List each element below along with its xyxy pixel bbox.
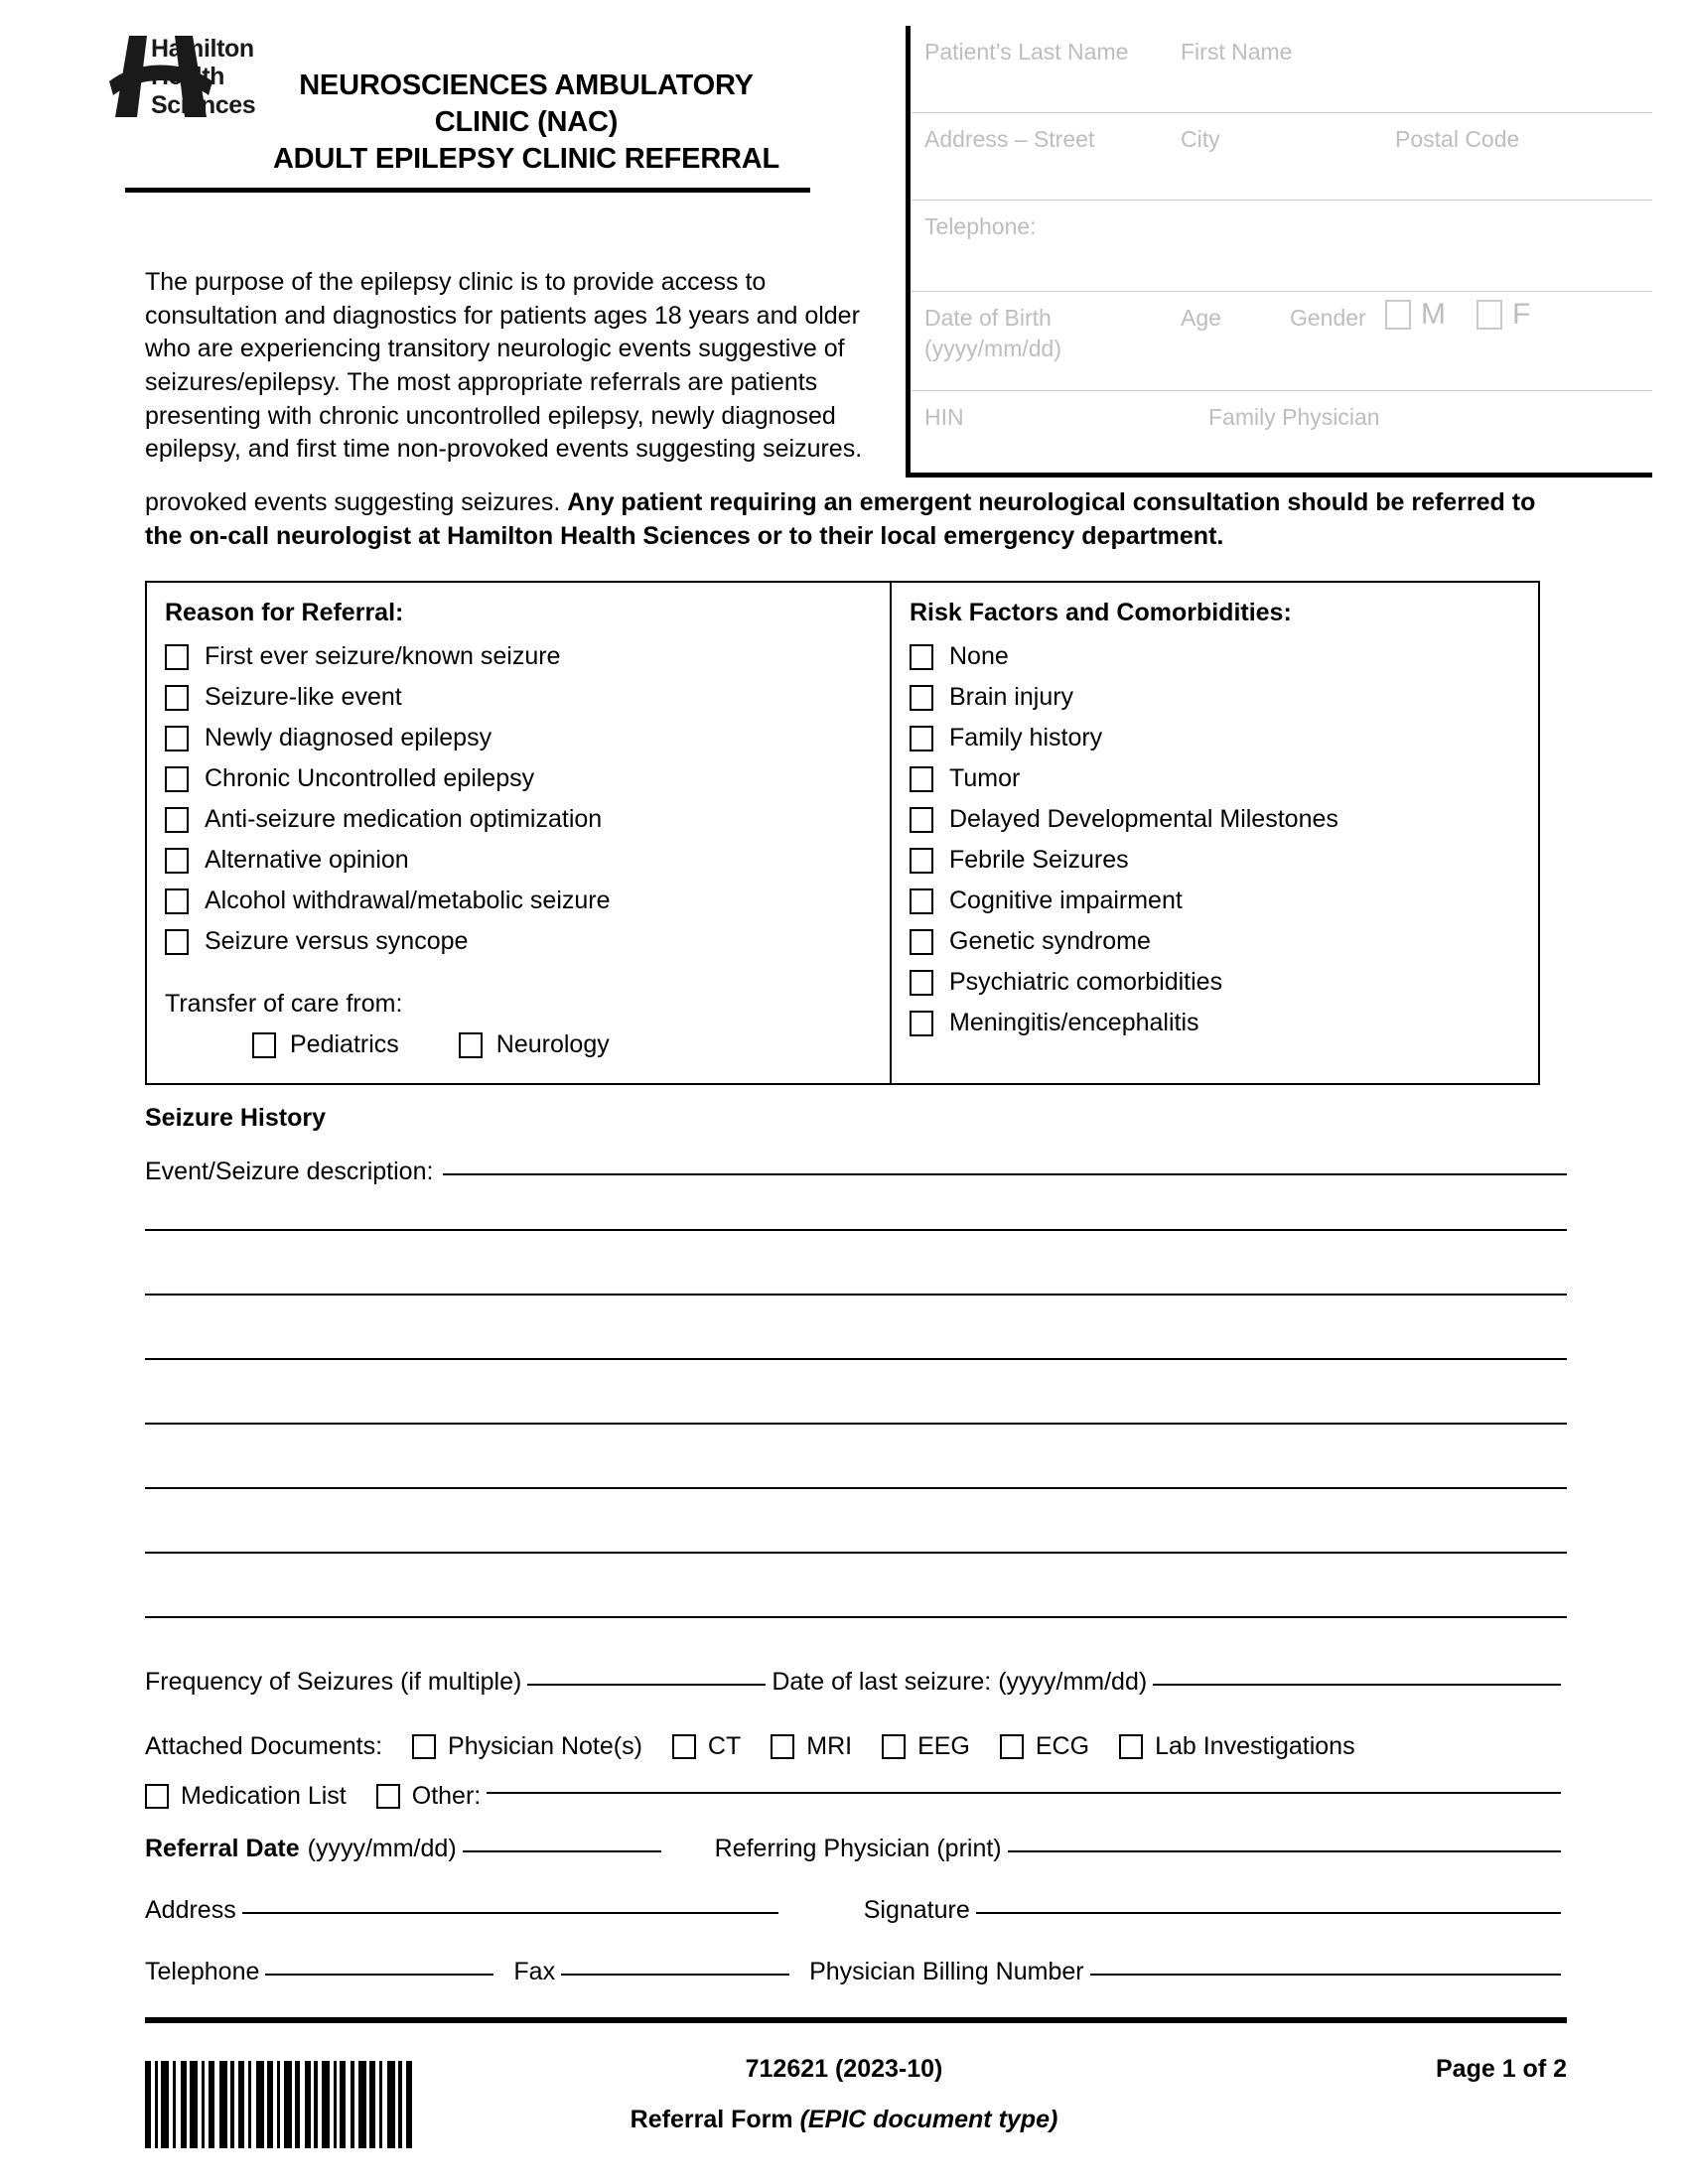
risk-option-4[interactable] (910, 799, 1520, 840)
risk-option-0[interactable] (910, 636, 1520, 677)
event-seizure-description-row (145, 1158, 1567, 1186)
risk-checkbox-2[interactable] (910, 726, 933, 751)
referral-date-format-label: (yyyy/mm/dd) (307, 1835, 457, 1862)
reason-label-3: Chronic Uncontrolled epilepsy (205, 764, 535, 792)
reason-label-6: Alcohol withdrawal/metabolic seizure (205, 887, 611, 914)
attached-physician-notes-label: Physician Note(s) (448, 1732, 642, 1760)
attached-ct-checkbox[interactable] (672, 1734, 696, 1759)
attached-medication-list-label: Medication List (181, 1782, 347, 1810)
frequency-input[interactable] (527, 1684, 766, 1686)
wordmark-line-3: Sciences (151, 90, 256, 119)
gender-female-option[interactable] (1477, 300, 1530, 330)
risk-option-3[interactable] (910, 758, 1520, 799)
risk-label-4: Delayed Developmental Milestones (949, 805, 1338, 833)
reason-for-referral-heading: Reason for Referral: (165, 599, 404, 626)
attached-mri-checkbox[interactable] (771, 1734, 794, 1759)
attached-eeg-checkbox[interactable] (882, 1734, 906, 1759)
attached-lab-investigations-label: Lab Investigations (1155, 1732, 1355, 1760)
referral-checkbox-panel (145, 581, 1540, 1085)
risk-option-8[interactable] (910, 962, 1520, 1003)
referral-date-row (145, 1835, 1567, 1863)
risk-factors-column (892, 583, 1538, 1083)
reason-checkbox-5[interactable] (165, 848, 189, 874)
wordmark-line-1: Hamilton (151, 35, 254, 63)
reason-option-7[interactable] (165, 921, 872, 962)
intro-body-text: The purpose of the epilepsy clinic is to provide access to consultation and diagnostics for patients ages 18 years and older who are experiencing transitory neurologic events suggestive of seizures/epilepsy. The most appropriate referrals are patients presenting with chronic uncontrolled epilepsy, newly diagnosed epilepsy, and first time non-provoked events suggesting seizures. (145, 268, 863, 464)
title-line-3: ADULT EPILEPSY CLINIC REFERRAL (272, 143, 780, 176)
seizure-history-line-4[interactable] (145, 1423, 1567, 1425)
title-line-2: CLINIC (NAC) (434, 106, 619, 139)
risk-label-6: Cognitive impairment (949, 887, 1183, 914)
reason-checkbox-0[interactable] (165, 644, 189, 670)
risk-checkbox-6[interactable] (910, 888, 933, 914)
risk-checkbox-9[interactable] (910, 1011, 933, 1036)
transfer-pediatrics-checkbox[interactable] (252, 1032, 276, 1058)
patient-address-row (911, 113, 1652, 201)
transfer-pediatrics-label: Pediatrics (290, 1030, 399, 1058)
form-type-italic: (EPIC document type) (799, 2106, 1058, 2133)
attached-other-checkbox[interactable] (376, 1784, 400, 1809)
page-number: Page 1 of 2 (1436, 2055, 1567, 2083)
hamilton-health-sciences-logo-icon (36, 26, 143, 119)
seizure-history-line-5[interactable] (145, 1487, 1567, 1489)
reason-for-referral-column (147, 583, 892, 1083)
attached-documents-label: Attached Documents: (145, 1732, 383, 1760)
patient-hin-row (911, 391, 1652, 476)
seizure-history-line-7[interactable] (145, 1616, 1567, 1618)
risk-label-5: Febrile Seizures (949, 846, 1129, 874)
family-physician-label: Family Physician (1208, 404, 1380, 430)
event-seizure-description-input[interactable] (443, 1173, 1567, 1175)
seizure-history-line-3[interactable] (145, 1358, 1567, 1360)
patient-name-row (911, 26, 1652, 113)
attached-documents-row-2 (145, 1782, 1567, 1811)
patient-information-box (906, 26, 1652, 478)
form-type-bold: Referral Form (630, 2106, 800, 2133)
risk-option-7[interactable] (910, 921, 1520, 962)
risk-checkbox-7[interactable] (910, 929, 933, 955)
seizure-history-heading: Seizure History (145, 1104, 327, 1132)
physician-billing-number-label: Physician Billing Number (809, 1958, 1084, 1985)
gender-male-letter: M (1421, 298, 1446, 331)
reason-checkbox-7[interactable] (165, 929, 189, 955)
signature-label: Signature (863, 1896, 970, 1924)
intro-paragraph (145, 266, 880, 467)
reason-checkbox-4[interactable] (165, 807, 189, 833)
transfer-neurology-checkbox[interactable] (459, 1032, 483, 1058)
last-seizure-label: Date of last seizure: (yyyy/mm/dd) (772, 1668, 1148, 1696)
intro-tail-regular: provoked events suggesting seizures. (145, 488, 568, 516)
hin-label: HIN (924, 404, 964, 430)
attached-eeg-label: EEG (917, 1732, 970, 1760)
risk-label-0: None (949, 642, 1009, 670)
date-of-birth-label: Date of Birth (924, 305, 1052, 331)
risk-label-3: Tumor (949, 764, 1021, 792)
transfer-neurology-label: Neurology (495, 1030, 610, 1058)
referrer-telephone-label: Telephone (145, 1958, 260, 1985)
referrer-fax-label: Fax (513, 1958, 556, 1985)
reason-option-2[interactable] (165, 718, 872, 758)
intro-emergency-note (145, 486, 1565, 553)
reason-label-7: Seizure versus syncope (205, 927, 469, 955)
reason-option-1[interactable] (165, 677, 872, 718)
reason-checkbox-2[interactable] (165, 726, 189, 751)
risk-option-6[interactable] (910, 881, 1520, 921)
event-seizure-description-label: Event/Seizure description: (145, 1158, 434, 1185)
seizure-history-line-6[interactable] (145, 1552, 1567, 1554)
patient-dob-row (911, 292, 1652, 391)
attached-ct-label: CT (707, 1732, 742, 1760)
risk-option-2[interactable] (910, 718, 1520, 758)
postal-code-label: Postal Code (1395, 126, 1520, 152)
risk-option-9[interactable] (910, 1003, 1520, 1043)
gender-female-letter: F (1512, 298, 1531, 331)
last-seizure-input[interactable] (1153, 1684, 1561, 1686)
risk-label-8: Psychiatric comorbidities (949, 968, 1223, 996)
referring-physician-label: Referring Physician (print) (714, 1835, 1002, 1862)
reason-checkbox-3[interactable] (165, 766, 189, 792)
risk-factors-heading: Risk Factors and Comorbidities: (910, 599, 1292, 626)
form-number: 712621 (2023-10) (745, 2055, 943, 2083)
risk-checkbox-1[interactable] (910, 685, 933, 711)
reason-option-4[interactable] (165, 799, 872, 840)
form-type-line (0, 2106, 1688, 2134)
wordmark-line-2: Health (151, 63, 225, 91)
referrer-address-input[interactable] (242, 1912, 778, 1914)
referring-physician-input[interactable] (1008, 1850, 1561, 1852)
reason-label-0: First ever seizure/known seizure (205, 642, 561, 670)
footer-center (0, 2055, 1688, 2134)
attached-lab-investigations-checkbox[interactable] (1119, 1734, 1143, 1759)
patient-telephone-row (911, 201, 1652, 292)
reason-label-2: Newly diagnosed epilepsy (205, 724, 492, 751)
attached-ecg-checkbox[interactable] (1000, 1734, 1024, 1759)
gender-label: Gender (1290, 305, 1366, 331)
risk-checkbox-0[interactable] (910, 644, 933, 670)
reason-label-1: Seizure-like event (205, 683, 402, 711)
gender-male-checkbox[interactable] (1385, 300, 1411, 330)
telephone-fax-billing-row (145, 1958, 1567, 1986)
referral-date-label: Referral Date (145, 1835, 300, 1862)
risk-label-2: Family history (949, 724, 1103, 751)
risk-checkbox-4[interactable] (910, 807, 933, 833)
attached-physician-notes-checkbox[interactable] (412, 1734, 436, 1759)
reason-checkbox-1[interactable] (165, 685, 189, 711)
title-underline-rule (125, 188, 810, 193)
transfer-of-care-options (165, 1030, 872, 1059)
risk-label-7: Genetic syndrome (949, 927, 1151, 955)
reason-option-0[interactable] (165, 636, 872, 677)
risk-option-5[interactable] (910, 840, 1520, 881)
patient-first-name-label: First Name (1181, 39, 1293, 65)
attached-medication-list-checkbox[interactable] (145, 1784, 169, 1809)
risk-option-1[interactable] (910, 677, 1520, 718)
patient-last-name-label: Patient’s Last Name (924, 39, 1129, 65)
physician-billing-number-input[interactable] (1090, 1974, 1561, 1976)
gender-male-option[interactable] (1385, 300, 1446, 330)
attached-mri-label: MRI (806, 1732, 853, 1760)
header-left (36, 26, 900, 193)
frequency-label: Frequency of Seizures (if multiple) (145, 1668, 522, 1696)
title-line-1: NEUROSCIENCES AMBULATORY (299, 69, 754, 101)
hhs-wordmark (151, 26, 255, 119)
frequency-row (145, 1668, 1567, 1697)
risk-checkbox-3[interactable] (910, 766, 933, 792)
reason-label-4: Anti-seizure medication optimization (205, 805, 603, 833)
risk-checkbox-8[interactable] (910, 970, 933, 996)
address-signature-row (145, 1896, 1567, 1925)
referral-date-input[interactable] (463, 1850, 661, 1852)
attached-other-label: Other: (411, 1782, 482, 1810)
patient-telephone-label: Telephone: (924, 213, 1037, 239)
attached-other-input[interactable] (487, 1792, 1561, 1794)
attached-documents-row-1 (145, 1732, 1355, 1761)
referrer-telephone-input[interactable] (265, 1974, 493, 1976)
reason-option-6[interactable] (165, 881, 872, 921)
seizure-history-line-2[interactable] (145, 1294, 1567, 1296)
reason-option-3[interactable] (165, 758, 872, 799)
date-of-birth-format-label: (yyyy/mm/dd) (924, 336, 1061, 361)
transfer-of-care-label: Transfer of care from: (165, 990, 403, 1018)
reason-option-5[interactable] (165, 840, 872, 881)
attached-ecg-label: ECG (1035, 1732, 1090, 1760)
reason-checkbox-6[interactable] (165, 888, 189, 914)
age-label: Age (1181, 305, 1221, 331)
referrer-fax-input[interactable] (561, 1974, 789, 1976)
address-street-label: Address – Street (924, 126, 1095, 152)
intro-bold-text: Any patient requiring an emergent neurological consultation should be referred to the on-call neurologist at Hamilton Health Sciences or to their local emergency department. (145, 488, 1536, 550)
gender-female-checkbox[interactable] (1477, 300, 1502, 330)
risk-label-9: Meningitis/encephalitis (949, 1009, 1199, 1036)
signature-input[interactable] (976, 1912, 1561, 1914)
city-label: City (1181, 126, 1220, 152)
seizure-history-line-1[interactable] (145, 1229, 1567, 1231)
referrer-address-label: Address (145, 1896, 236, 1924)
footer-divider (145, 2017, 1567, 2023)
risk-label-1: Brain injury (949, 683, 1074, 711)
reason-label-5: Alternative opinion (205, 846, 409, 874)
risk-checkbox-5[interactable] (910, 848, 933, 874)
